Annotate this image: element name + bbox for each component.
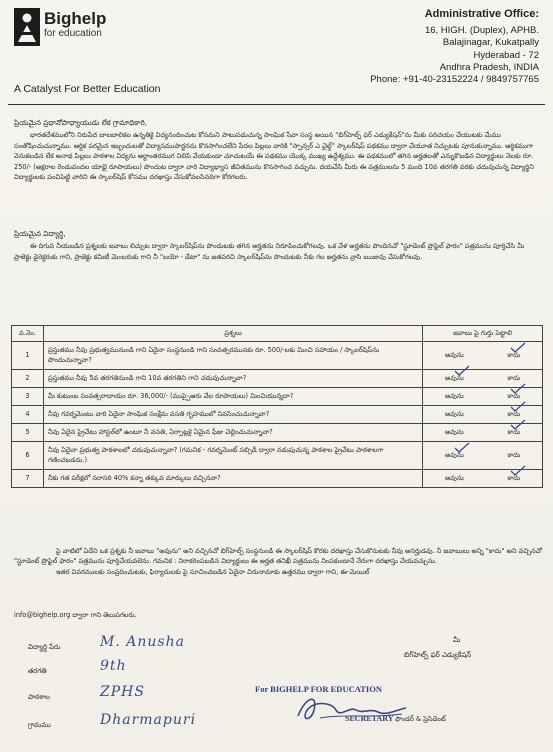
answer-yes-option[interactable]: అవును [445,427,464,436]
brand-name: Bighelp [44,9,107,28]
field-label-village: గ్రామము [28,721,51,729]
stamp-founder: ఫౌండర్ & ప్రెసిడెంట్ [395,715,446,723]
field-label-school: పాఠశాల [28,693,50,701]
row-answer [423,424,543,442]
eligibility-note: పై వాటిలో ఏదేని ఒక ప్రశ్నకు నీ జవాబు "అవును" అని వచ్చినచో బిగ్‌హెల్ప్ సంస్థనుండి ఈ స్కాలర్‌షిప్ కొరకు దరఖాస్తు చేసుకొనుటకు నీవు అనర్హుడవు. నీ జవాబులు అన్ని "కాదు" అని వచ్చినచో "స్టూడెంట్ ప్రొఫైల్ ఫారం" పత్రమును పూర్తిచేయవలెను. గమనిక : నిరాకరింపబడిన విద్యార్థులు ఈ అర్హత తనిఖీ పత్రమును నింపకుండానే నేరుగా దరఖాస్తు చేయవచ్చును. [14,547,542,566]
table-row [12,388,543,406]
email-line: info@bighelp.org ద్వారా గాని తెలుపగలరు. [14,611,137,619]
answer-yes-option[interactable]: అవును [445,391,464,400]
letter-section-2 [14,229,542,262]
field-label-class: తరగతి [28,667,47,675]
answer-yes-option[interactable]: అవును [445,373,464,382]
brand [44,10,106,40]
instructions-paragraph: ఈ దిగువ నీయబడిన ప్రశ్నలకు జవాబు లిచ్చుట ద్వారా స్కాలర్‌షిప్‌ను పొందుటకు తగిన అర్హతను నిరూపించుకోగలవు. ఒక వేళ అర్హతను పొందినచో "స్టూడెంట్ ప్రొఫైల్ ఫారం" పత్రమును పూర్తిచేసి మీ ప్రాజెక్టు డైరెక్టరుకు గాని, ప్రాజెక్టు కమిటీ మెంబరుకు గాని నీ "బయో - డేటా" ను జతపరచి స్కాలర్‌షిప్‌ను పొందుటకు నీకు గల అర్హతను వ్రాసి ఋజువు చేసుకోగలవు. [14,242,525,261]
tagline: A Catalyst For Better Education [14,83,161,95]
checkmark-icon [510,401,526,413]
contact-note: ఇతర వివరములకు సంప్రదించుటకు, ఫిర్యాదులకు పై సూచించబడిన ఏదైనా చిరునామాకు ఉత్తరము ద్వారా గాని, ఈ-మెయిల్ [56,567,370,576]
row-question: ప్రస్తుతము నీవు ప్రభుత్వమునుండి గాని ఏదైనా సంస్థనుండి గాని సంవత్సరమునకు రూ. 500/-లకు మించి సహాయం / స్కాలర్‌షిప్‌ను పొందుచున్నావా? [43,342,422,370]
checkmark-icon [510,383,526,395]
office-phone: Phone: +91-40-23152224 / 9849757765 [370,74,539,86]
office-line: Andhra Pradesh, INDIA [439,61,539,73]
office-title: Administrative Office: [424,8,539,20]
answer-no-option[interactable]: కాదు [507,373,521,382]
row-question: నీకు గత పరీక్షలో సరాసరి 40% కన్నా తక్కువ మార్కులు వచ్చినవా? [43,470,422,488]
col-header-answer: జవాబు పై గుర్తు పెట్టాలి [423,326,543,342]
stamp-text-top: For BIGHELP FOR EDUCATION [255,684,382,694]
checkmark-icon [454,365,470,377]
field-value-name: M. Anusha [100,634,185,650]
field-value-school: ZPHS [100,684,145,700]
table-row [12,424,543,442]
row-question: నీవు ఏదైనా ప్రభుత్వ పాఠశాలలో చదువుచున్నావా? (గమనిక - గవర్నమెంట్ సబ్సిడీ ద్వారా నడుపుచున్న పాఠశాల ప్రైవేటు పాఠశాలగా గణించబడదు.) [43,442,422,470]
office-address [309,8,539,86]
answer-no-option[interactable]: కాదు [507,391,521,400]
row-question: నీవు గవర్నమెంటు వారి ఏదైనా సాంఘిక సంక్షేమ వసతి గృహములో నివసించుచున్నావా? [43,406,422,424]
checkmark-icon [454,442,470,454]
closing-org: బిగ్‌హెల్ప్ ఫర్ ఎడ్యుకేషన్ [404,651,472,659]
office-line: 16, HIGH. (Duplex), APHB. [424,25,539,37]
row-number: 7 [12,470,44,488]
table-row [12,406,543,424]
field-label-name: విద్యార్థి పేరు [28,643,61,651]
closing-yours: మీ [453,636,461,644]
answer-no-option[interactable]: కాదు [507,473,521,482]
row-question: నీవు ఏదైన ప్రైవేటు హాస్టల్‌లో ఉంటూ నీ వసతి, ఏర్పాట్లకై ఏమైన ఫీజు చెల్లించుచున్నావా? [43,424,422,442]
table-header-row [12,326,543,342]
col-header-number: వ.నెం. [12,326,44,342]
letter-section-1 [14,118,542,182]
bighelp-logo-icon [14,8,40,46]
row-number: 3 [12,388,44,406]
answer-yes-option[interactable]: అవును [445,473,464,482]
row-question: ప్రస్తుతము నీవు 5వ తరగతినుండి గాని 10వ తరగతిని గాని చదువుచున్నావా? [43,370,422,388]
answer-no-option[interactable]: కాదు [507,450,521,459]
table-row [12,470,543,488]
answer-no-option[interactable]: కాదు [507,409,521,418]
row-question: మీ కుటుంబ సంవత్సరాదాయం రూ. 36,000/- (ముప్పైఆరు వేల రూపాయలు) మించియున్నదా? [43,388,422,406]
row-answer [423,470,543,488]
answer-yes-option[interactable]: అవును [445,409,464,418]
field-value-class: 9th [100,658,127,674]
col-header-questions: ప్రశ్నలు [43,326,422,342]
answer-no-option[interactable]: కాదు [507,350,521,359]
answer-yes-option[interactable]: అవును [445,450,464,459]
table-row [12,370,543,388]
footer-notes [14,546,542,577]
header-divider [8,104,545,105]
checkmark-icon [510,419,526,431]
stamp-secretary: SECRETARY [345,714,394,723]
row-number: 1 [12,342,44,370]
answer-no-option[interactable]: కాదు [507,427,521,436]
row-answer [423,342,543,370]
table-row [12,442,543,470]
field-value-village: Dharmapuri [100,712,197,728]
office-line: Balajinagar, Kukatpally [442,37,539,49]
answer-yes-option[interactable]: అవును [445,350,464,359]
checkmark-icon [510,342,526,354]
row-number: 5 [12,424,44,442]
row-number: 6 [12,442,44,470]
office-line: Hyderabad - 72 [473,49,539,61]
stamp-text-bottom [345,714,446,724]
greeting-headmaster: ప్రియమైన ప్రధానోపాధ్యాయుడు లేక గ్రామాధికారి, [14,118,148,127]
brand-subtitle: for education [44,28,102,39]
eligibility-table [11,325,543,488]
greeting-student: ప్రియమైన విద్యార్థి, [14,229,66,238]
row-number: 2 [12,370,44,388]
row-number: 4 [12,406,44,424]
checkmark-icon [510,465,526,477]
intro-paragraph: భారతదేశములోని నిరుపేద బాలబాలికల ఉన్నతికై విద్యనందించుట కోసమని పాటుపడుచున్న సాంఘిక సేవా సంస్థ అయిన "బిగ్‌హెల్ప్ ఫర్ ఎడ్యుకేషన్"ను మీకు పరిచయం చేయుటకు మేము సంతోషించుచున్నాము. ఆర్థిక పరమైన ఇబ్బందులతో విద్యాసముపార్జనను కొనసాగించలేని పేదల పిల్లలు వారికి "స్పాన్సర్ ఎ చైల్డ్" స్కాలర్‌షిప్ పథకము ద్వారా చేయూత నిచ్చుటకు పూనుకున్నాము. ఆర్థికముగా వెనుకబడిన లేక అనాథ పిల్లలు పాఠశాల విద్యను అర్థాంతరముగ నిలిపి వేయకుండా చూచుటయే ఈ పథకము యొక్క ముఖ్య ఉద్దేశ్యము. ఈ పథకములో తగిన అర్హతలతో ఎన్నుకొబడిన విద్యార్థులు నెలకు రూ. 250/- (అక్షరాల రెండువందల యాభై రూపాయలు) పొందుట ద్వారా వారి విద్యాభ్యాస జీవితమును కొనసాగించ వచ్చును. దయచేసి మీరు ఈ పత్రములను 5 మంది 10వ తరగతి వరకు చదువుచున్న విద్యార్థిని విద్యార్థులకు పంచిపెట్టి వారిని ఈ స్కాలర్‌షిప్ కోసము దరఖాస్తు చేసుకోవలసినదిగా కోరగలరు. [14,131,534,182]
